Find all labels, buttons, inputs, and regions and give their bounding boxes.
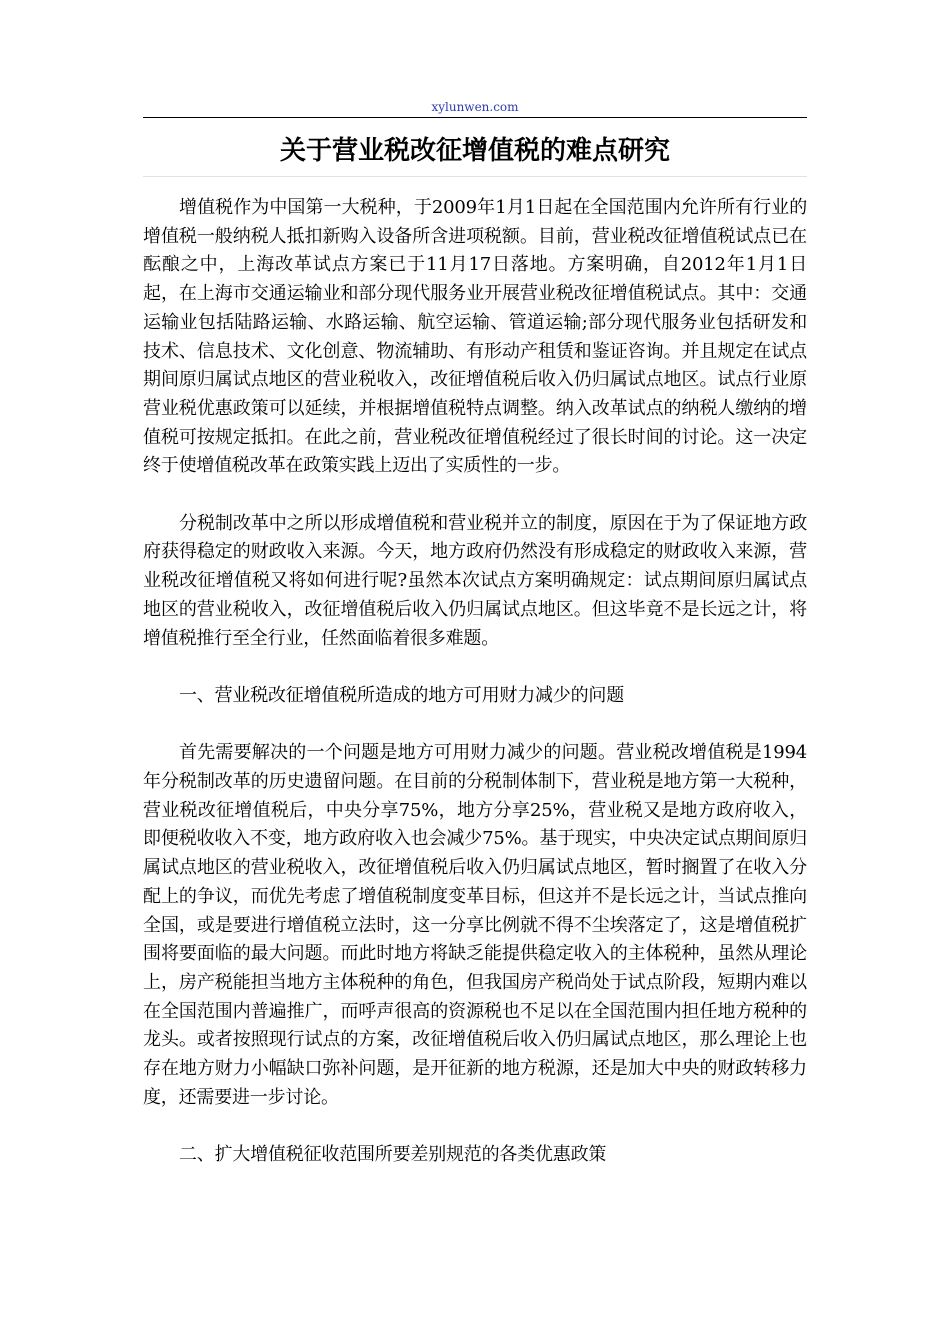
- paragraph-intro: 增值税作为中国第一大税种，于2009年1月1日起在全国范围内允许所有行业的增值税一般纳税人抵扣新购入设备所含进项税额。目前，营业税改征增值税试点已在酝酿之中，上海改革试点方案已于11月17日落地。方案明确，自2012年1月1日起，在上海市交通运输业和部分现代服务业开展营业税改征增值税试点。其中：交通运输业包括陆路运输、水路运输、航空运输、管道运输;部分现代服务业包括研发和技术、信息技术、文化创意、物流辅助、有形动产租赁和鉴证咨询。并且规定在试点期间原归属试点地区的营业税收入，改征增值税后收入仍归属试点地区。试点行业原营业税优惠政策可以延续，并根据增值税特点调整。纳入改革试点的纳税人缴纳的增值税可按规定抵扣。在此之前，营业税改征增值税经过了很长时间的讨论。这一决定终于使增值税改革在政策实践上迈出了实质性的一步。: [143, 197, 807, 477]
- document-title: 关于营业税改征增值税的难点研究: [279, 136, 670, 166]
- section-heading-2: 二、扩大增值税征收范围所要差别规范的各类优惠政策: [179, 1144, 607, 1166]
- header-divider: [143, 117, 807, 118]
- title-divider: [143, 176, 807, 177]
- document-body: [143, 194, 807, 1170]
- site-header-link[interactable]: xylunwen.com: [431, 100, 519, 114]
- paragraph-background: 分税制改革中之所以形成增值税和营业税并立的制度，原因在于为了保证地方政府获得稳定的财政收入来源。今天，地方政府仍然没有形成稳定的财政收入来源，营业税改征增值税又将如何进行呢?虽然本次试点方案明确规定：试点期间原归属试点地区的营业税收入，改征增值税后收入仍归属试点地区。但这毕竟不是长远之计，将增值税推行至全行业，任然面临着很多难题。: [143, 512, 807, 649]
- section-heading-1: 一、营业税改征增值税所造成的地方可用财力减少的问题: [179, 684, 624, 706]
- paragraph-section-1: 首先需要解决的一个问题是地方可用财力减少的问题。营业税改增值税是1994年分税制改革的历史遗留问题。在目前的分税制体制下，营业税是地方第一大税种，营业税改征增值税后，中央分享75%，地方分享25%，营业税又是地方政府收入，即便税收收入不变，地方政府收入也会减少75%。基于现实，中央决定试点期间原归属试点地区的营业税收入，改征增值税后收入仍归属试点地区，暂时搁置了在收入分配上的争议，而优先考虑了增值税制度变革目标，但这并不是长远之计，当试点推向全国，或是要进行增值税立法时，这一分享比例就不得不尘埃落定了，这是增值税扩围将要面临的最大问题。而此时地方将缺乏能提供稳定收入的主体税种，虽然从理论上，房产税能担当地方主体税种的角色，但我国房产税尚处于试点阶段，短期内难以在全国范围内普遍推广，而呼声很高的资源税也不足以在全国范围内担任地方税种的龙头。或者按照现行试点的方案，改征增值税后收入仍归属试点地区，那么理论上也存在地方财力小幅缺口弥补问题，是开征新的地方税源，还是加大中央的财政转移力度，还需要进一步讨论。: [143, 742, 807, 1108]
